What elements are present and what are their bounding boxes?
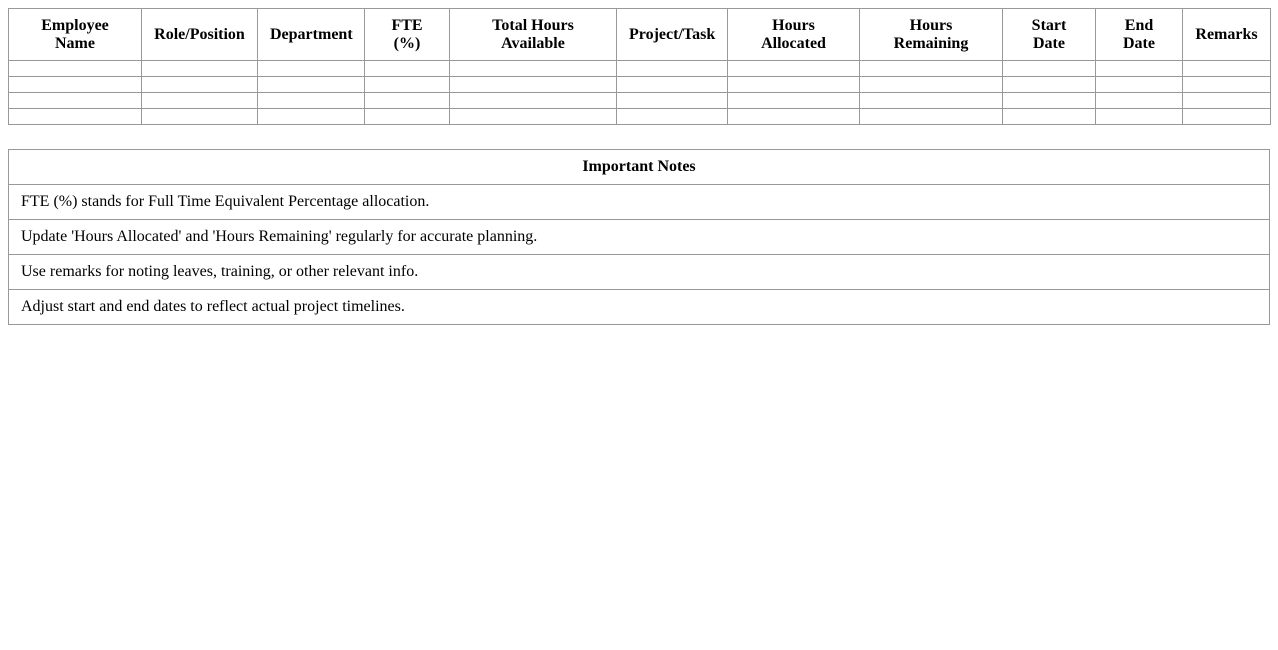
table-cell[interactable] [617,61,728,77]
note-row [9,220,1270,255]
table-cell[interactable] [1183,93,1271,109]
table-cell[interactable] [258,77,365,93]
note-row [9,185,1270,220]
table-cell[interactable] [728,109,860,125]
important-notes-table [8,149,1270,325]
table-cell[interactable] [860,109,1003,125]
table-cell[interactable] [450,109,617,125]
table-cell[interactable] [9,109,142,125]
header-project-task: Project/Task [617,9,728,61]
table-cell[interactable] [728,77,860,93]
table-cell[interactable] [728,61,860,77]
table-row [9,61,1271,77]
table-cell[interactable] [9,93,142,109]
table-cell[interactable] [9,77,142,93]
table-cell[interactable] [258,109,365,125]
table-row [9,93,1271,109]
table-cell[interactable] [450,93,617,109]
table-cell[interactable] [617,93,728,109]
header-fte: FTE (%) [365,9,450,61]
table-cell[interactable] [860,93,1003,109]
table-cell[interactable] [1096,109,1183,125]
table-cell[interactable] [1096,61,1183,77]
table-cell[interactable] [258,93,365,109]
table-row [9,77,1271,93]
note-item: FTE (%) stands for Full Time Equivalent Percentage allocation. [9,185,1270,220]
table-cell[interactable] [142,61,258,77]
table-cell[interactable] [1183,61,1271,77]
table-cell[interactable] [617,77,728,93]
table-cell[interactable] [365,77,450,93]
header-total-hours-available: Total Hours Available [450,9,617,61]
resource-allocation-table [8,8,1271,125]
header-hours-allocated: Hours Allocated [728,9,860,61]
note-item: Use remarks for noting leaves, training, or other relevant info. [9,255,1270,290]
table-cell[interactable] [365,61,450,77]
note-row [9,290,1270,325]
header-remarks: Remarks [1183,9,1271,61]
table-cell[interactable] [1183,77,1271,93]
notes-title: Important Notes [9,150,1270,185]
table-cell[interactable] [1183,109,1271,125]
table-cell[interactable] [860,61,1003,77]
table-cell[interactable] [1096,77,1183,93]
note-item: Update 'Hours Allocated' and 'Hours Remaining' regularly for accurate planning. [9,220,1270,255]
note-item: Adjust start and end dates to reflect actual project timelines. [9,290,1270,325]
page-content [8,8,1270,325]
table-cell[interactable] [142,93,258,109]
table-row [9,109,1271,125]
header-department: Department [258,9,365,61]
table-cell[interactable] [258,61,365,77]
table-cell[interactable] [450,61,617,77]
table-cell[interactable] [1003,109,1096,125]
table-cell[interactable] [1096,93,1183,109]
table-cell[interactable] [9,61,142,77]
table-cell[interactable] [1003,77,1096,93]
table-cell[interactable] [365,109,450,125]
table-cell[interactable] [728,93,860,109]
table-cell[interactable] [365,93,450,109]
table-cell[interactable] [1003,93,1096,109]
table-header-row [9,9,1271,61]
table-cell[interactable] [450,77,617,93]
header-end-date: End Date [1096,9,1183,61]
note-row [9,255,1270,290]
table-cell[interactable] [860,77,1003,93]
header-role-position: Role/Position [142,9,258,61]
table-cell[interactable] [142,77,258,93]
table-cell[interactable] [617,109,728,125]
notes-header-row [9,150,1270,185]
table-cell[interactable] [142,109,258,125]
header-hours-remaining: Hours Remaining [860,9,1003,61]
header-employee-name: Employee Name [9,9,142,61]
header-start-date: Start Date [1003,9,1096,61]
table-cell[interactable] [1003,61,1096,77]
